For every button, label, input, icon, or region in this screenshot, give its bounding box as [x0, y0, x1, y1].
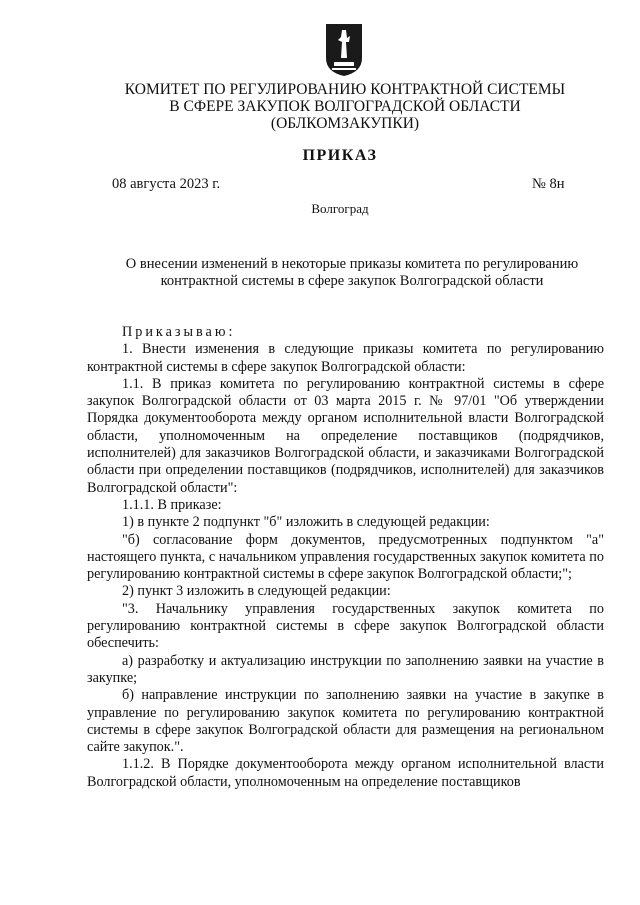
document-body: [87, 324, 604, 791]
body-paragraph: 2) пункт 3 изложить в следующей редакции:: [122, 583, 391, 600]
coat-of-arms-icon: [324, 22, 364, 78]
document-number: № 8н: [532, 176, 565, 192]
document-date: 08 августа 2023 г.: [112, 176, 221, 192]
body-paragraph: б) направление инструкции по заполнению заявки на участие в закупке в управление по регулированию закупок комитета по регулированию контрактной системы в сфере закупок Волгоградской области для размещения на региональном сайте закупок.".: [87, 687, 604, 756]
body-paragraph: Приказываю:: [122, 324, 236, 340]
header-line-3: (ОБЛКОМЗАКУПКИ): [270, 115, 420, 132]
organization-header: [100, 81, 590, 132]
body-paragraph: "б) согласование форм документов, предусмотренных подпунктом "а" настоящего пункта, с начальником управления государственных закупок комитета по регулированию контрактной системы в сфере закупок Волгоградской области;";: [87, 531, 604, 583]
body-paragraph: "3. Начальнику управления государственных закупок комитета по регулированию контрактной системы в сфере закупок Волгоградской области обеспечить:: [87, 600, 604, 652]
body-paragraph: 1.1.2. В Порядке документооборота между органом исполнительной власти Волгоградской области, уполномоченным на определение поставщиков: [87, 756, 604, 790]
header-line-2: В СФЕРЕ ЗАКУПОК ВОЛГОГРАДСКОЙ ОБЛАСТИ: [169, 98, 521, 115]
body-paragraph: 1) в пункте 2 подпункт "б" изложить в следующей редакции:: [122, 514, 490, 531]
document-type: ПРИКАЗ: [302, 147, 378, 164]
document-subject: [92, 256, 612, 290]
document-city: Волгоград: [311, 201, 369, 216]
body-paragraph: а) разработку и актуализацию инструкции по заполнению заявки на участие в закупке;: [87, 652, 604, 686]
body-paragraph: 1. Внести изменения в следующие приказы комитета по регулированию контрактной системы в сфере закупок Волгоградской области:: [87, 341, 604, 375]
body-paragraph: 1.1.1. В приказе:: [122, 496, 222, 513]
subject-line-1: О внесении изменений в некоторые приказы комитета по регулированию: [125, 256, 579, 272]
body-paragraph: 1.1. В приказ комитета по регулированию контрактной системы в сфере закупок Волгоградской области от 03 марта 2015 г. № 97/01 "Об утверждении Порядка документооборота между органом исполнительной власти Волгоградской области, уполномоченным на определение поставщиков (подрядчиков, исполнителей) для заказчиков Волгоградской области, и заказчиками Волгоградской области при определении поставщиков (подрядчиков, исполнителей) для заказчиков Волгоградской области":: [87, 375, 604, 496]
header-line-1: КОМИТЕТ ПО РЕГУЛИРОВАНИЮ КОНТРАКТНОЙ СИСТЕМЫ: [124, 81, 566, 98]
subject-line-2: контрактной системы в сфере закупок Волгоградской области: [160, 273, 544, 289]
